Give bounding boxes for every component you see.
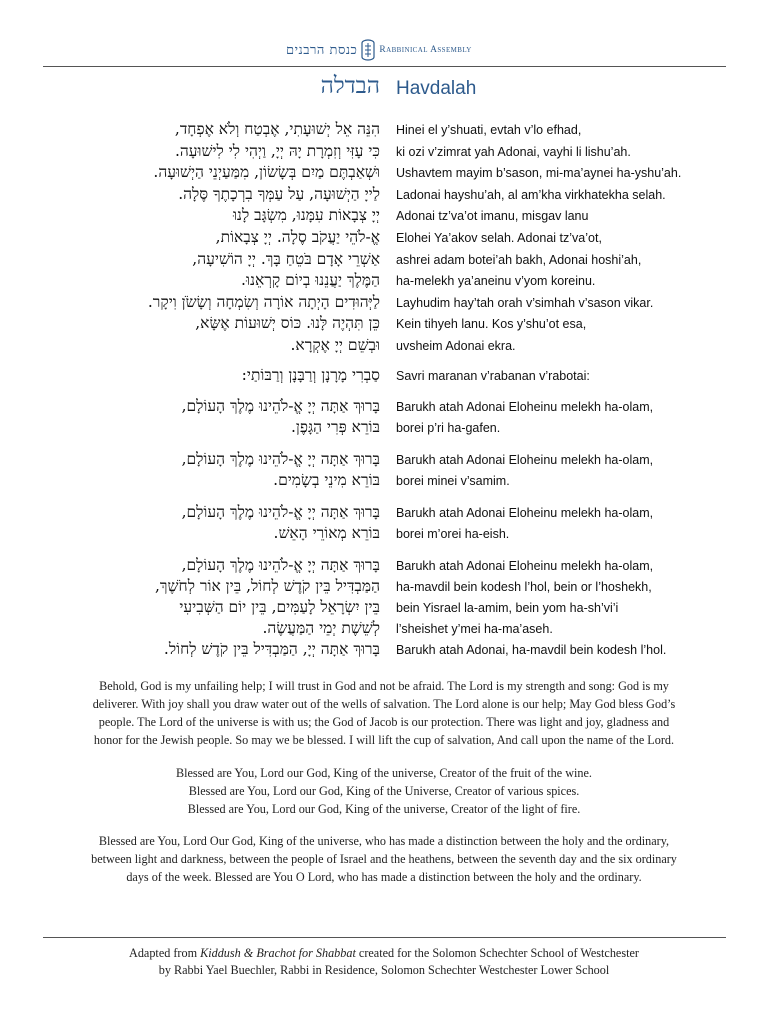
hebrew-line: בּוֹרֵא מְאוֹרֵי הָאֵשׁ. [273,524,380,542]
translation-line: Behold, God is my unfailing help; I will trust in God and not be afraid. The Lord is my strength and song: God is my [99,679,669,693]
transliteration-line: Savri maranan v’rabanan v’rabotai: [396,369,590,383]
hebrew-line: וּשְׁאַבְתֶּם מַיִם בְּשָׂשׂוֹן, מִמַּעַיְנֵי הַיְשׁוּעָה. [153,163,380,181]
transliteration-line: Layhudim hay’tah orah v’simhah v’sason vikar. [396,296,654,310]
transliteration-line: ha-melekh ya’aneinu v’yom koreinu. [396,274,596,288]
hebrew-line: יְיָ צְבָאוֹת עִמָּנוּ, מִשְׂגָּב לָנוּ [232,206,380,224]
transliteration-line: ha-mavdil bein kodesh l’hol, bein or l’hoshekh, [396,580,652,594]
credit-author: by Rabbi Yael Buechler, Rabbi in Residence, Solomon Schechter Westchester Lower School [158,963,610,977]
translation-line: Blessed are You, Lord our God, King of the universe, Creator of the light of fire. [187,802,581,816]
transliteration-line: Barukh atah Adonai, ha-mavdil bein kodesh l’hol. [396,643,667,657]
hebrew-line: הַמַּבְדִּיל בֵּין קֹדֶשׁ לְחוֹל, בֵּין אוֹר לְחֹשֶׁךְ, [155,577,380,595]
hebrew-line: סַבְרִי מָרָנָן וְרַבָּנָן וְרַבּוֹתַי: [241,366,380,384]
hebrew-line: בָּרוּךְ אַתָּה יְיָ אֱ-לֹהֵינוּ מֶלֶךְ הָעוֹלָם, [181,450,380,468]
hebrew-line: כֵּן תִּהְיֶה לָּנוּ. כּוֹס יְשׁוּעוֹת אֶשָּׂא, [195,314,380,332]
hebrew-line: בּוֹרֵא פְּרִי הַגָּפֶן. [290,418,380,436]
page-title-hebrew: הבדלה [320,73,380,99]
translation-line: days of the week. Blessed are You O Lord, who has made a distinction between the holy and the ordinary. [126,870,642,884]
translation-line: between light and darkness, between the people of Israel and the heathens, between the seventh day and the six ordinary [91,852,677,866]
transliteration-line: Hinei el y’shuati, evtah v’lo efhad, [396,123,582,137]
transliteration-line: Adonai tz’va’ot imanu, misgav lanu [396,209,589,223]
transliteration-line: l’sheishet y’mei ha-ma’aseh. [396,622,553,636]
credit-suffix: created for the Solomon Schechter School of Westchester [355,946,639,960]
transliteration-line: uvsheim Adonai ekra. [396,339,516,353]
org-name-english: Rabbinical Assembly [379,45,472,55]
hebrew-line: הַמֶּלֶךְ יַעֲנֵנוּ בְיוֹם קָרְאֵנוּ. [241,271,380,289]
credit-line [60,945,708,962]
hebrew-line: אַשְׁרֵי אָדָם בֹּטֵחַ בָּךְ. יְיָ הוֹשִׁיעָה, [192,250,380,268]
havdalah-blessing-translation [60,832,708,886]
org-name-hebrew: כנסת הרבנים [286,43,358,58]
credit-prefix: Adapted from [129,946,201,960]
transliteration-line: Ladonai hayshu’ah, al am’kha virkhatekha selah. [396,188,666,202]
translation-line: Blessed are You, Lord Our God, King of the universe, who has made a distinction between the holy and the ordinary, [98,834,670,848]
transliteration-line: Barukh atah Adonai Eloheinu melekh ha-olam, [396,400,654,414]
transliteration-line: ashrei adam botei’ah bakh, Adonai hoshi’ah, [396,253,642,267]
hebrew-line: כִּי עָזִּי וְזִמְרָת יָהּ יְיָ, וַיְהִי לִי לִישׁוּעָה. [174,142,380,160]
hebrew-line: בָּרוּךְ אַתָּה יְיָ אֱ-לֹהֵינוּ מֶלֶךְ הָעוֹלָם, [181,503,380,521]
hebrew-line: לְשֵׁשֶׁת יְמֵי הַמַּעֲשֶׂה. [262,619,380,637]
translation-line: Blessed are You, Lord our God, King of the universe, Creator of the fruit of the wine. [176,766,592,780]
transliteration-line: ki ozi v’zimrat yah Adonai, vayhi li lishu’ah. [396,145,631,159]
page-title-english: Havdalah [396,78,477,99]
hebrew-line: בָּרוּךְ אַתָּה יְיָ אֱ-לֹהֵינוּ מֶלֶךְ הָעוֹלָם, [181,397,380,415]
transliteration-line: Barukh atah Adonai Eloheinu melekh ha-olam, [396,559,654,573]
credit-source-title: Kiddush & Brachot for Shabbat [200,946,356,960]
hebrew-line: בָּרוּךְ אַתָּה יְיָ, הַמַּבְדִּיל בֵּין קֹדֶשׁ לְחוֹל. [163,640,380,658]
transliteration-line: Barukh atah Adonai Eloheinu melekh ha-olam, [396,453,654,467]
hebrew-line: אֱ-לֹהֵי יַעֲקֹב סֶלָה. יְיָ צְבָאוֹת, [215,228,380,246]
footer-divider [43,937,726,938]
hebrew-line: לַיְּהוּדִים הָיְתָה אוֹרָה וְשִׂמְחָה וְשָׂשֹׂן וִיקָר. [147,293,380,311]
transliteration-line: borei p’ri ha-gafen. [396,421,501,435]
hebrew-line: וּבְשֵׁם יְיָ אֶקְרָא. [290,336,380,354]
hebrew-line: בּוֹרֵא מִינֵי בְשָׂמִים. [273,471,380,489]
rabbinical-assembly-logo-icon [361,39,375,61]
transliteration-line: borei minei v’samim. [396,474,510,488]
translation-paragraph [60,677,708,749]
organization-logo [286,38,472,62]
transliteration-line: Kein tihyeh lanu. Kos y’shu’ot esa, [396,317,587,331]
blessings-translation [60,764,708,818]
header-divider [43,66,726,67]
translation-line: Blessed are You, Lord our God, King of the Universe, Creator of various spices. [188,784,580,798]
hebrew-line: הִנֵּה אֵל יְשׁוּעָתִי, אֶבְטַח וְלֹא אֶפְחָד, [174,120,380,138]
transliteration-line: Barukh atah Adonai Eloheinu melekh ha-olam, [396,506,654,520]
transliteration-line: Ushavtem mayim b’sason, mi-ma’aynei ha-yshu’ah. [396,166,682,180]
hebrew-line: בָּרוּךְ אַתָּה יְיָ אֱ-לֹהֵינוּ מֶלֶךְ הָעוֹלָם, [181,556,380,574]
translation-line: honor for the Jewish people. So may we be blessed. I will lift the cup of salvation, And call upon the name of the Lord. [93,733,675,747]
hebrew-line: בֵּין יִשְׂרָאֵל לָעַמִּים, בֵּין יוֹם הַשְּׁבִיעִי [179,598,380,616]
transliteration-line: bein Yisrael la-amim, bein yom ha-sh’vi’i [396,601,619,615]
hebrew-line: לַייָ הַיְשׁוּעָה, עַל עַמְּךָ בִרְכָתֶךָ סֶּלָה. [178,185,380,203]
transliteration-line: borei m’orei ha-eish. [396,527,510,541]
translation-line: deliverer. With joy shall you draw water out of the wells of salvation. The Lord alone is our help; May God bless God’s [92,697,676,711]
translation-line: people. The Lord of the universe is with us; the God of Jacob is our protection. There was light and joy, gladness and [98,715,670,729]
transliteration-line: Elohei Ya’akov selah. Adonai tz’va’ot, [396,231,602,245]
